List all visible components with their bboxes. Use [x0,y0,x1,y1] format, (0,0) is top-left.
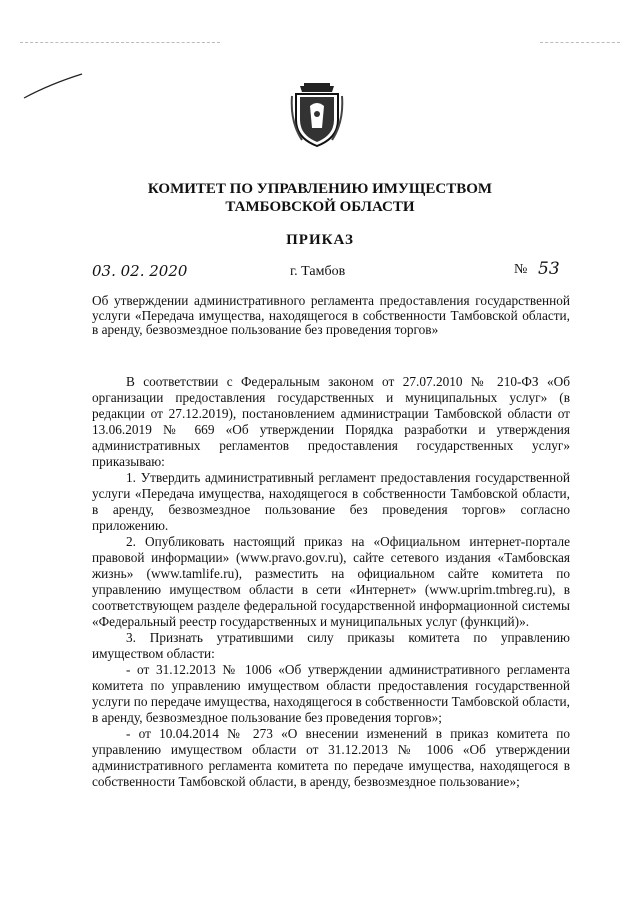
document-body [92,374,570,790]
scan-artifact-line [20,42,220,43]
pen-stroke-mark [22,72,84,100]
organization-title [60,180,580,216]
document-city: г. Тамбов [290,264,346,279]
document-date: 03. 02. 2020 [92,262,188,280]
item-1: 1. Утвердить административный регламент предоставления государственной услуги «Передача имущества, находящегося в собственности Тамбовской области, в аренду, безвозмездное пользование без проведения торгов» согласно приложению. [92,470,570,533]
org-line-2: ТАМБОВСКОЙ ОБЛАСТИ [225,199,415,215]
scan-artifact-line [540,42,620,43]
document-type: ПРИКАЗ [286,232,354,248]
org-line-1: КОМИТЕТ ПО УПРАВЛЕНИЮ ИМУЩЕСТВОМ [147,181,493,197]
bullet-1: - от 31.12.2013 № 1006 «Об утверждении административного регламента комитета по управлению имуществом области предоставления государственной услуги по передаче имущества, находящегося в собственности Тамбовской области, в аренду, безвозмездное пользование без проведения торгов»; [92,662,570,725]
number-label: № [514,262,528,277]
intro-paragraph: В соответствии с Федеральным законом от 27.07.2010 № 210-ФЗ «Об организации предоставления государственных и муниципальных услуг» (в редакции от 27.12.2019), постановлением администрации Тамбовской области от 13.06.2019 № 669 «Об утверждении Порядка разработки и утверждения административных регламентов предоставления государственных услуг» приказываю: [92,374,570,469]
item-2: 2. Опубликовать настоящий приказ на «Официальном интернет-портале правовой информации» (www.pravo.gov.ru), сайте сетевого издания «Тамбовская жизнь» (www.tamlife.ru), разместить на официальном сайте комитета по управлению имуществом области в сети «Интернет» (www.uprim.tmbreg.ru), в соответствующем разделе федеральной государственной информационной системы «Федеральный реестр государственных и муниципальных услуг (функций)». [92,534,570,629]
document-number: 53 [538,259,560,279]
bullet-2: - от 10.04.2014 № 273 «О внесении изменений в приказ комитета по управлению имуществом области от 31.12.2013 № 1006 «Об утверждении административного регламента комитета по передаче имущества, находящегося в собственности Тамбовской области, в аренду, безвозмездное пользование»; [92,726,570,789]
coat-of-arms-icon [288,82,346,148]
item-3: 3. Признать утратившими силу приказы комитета по управлению имуществом области: [92,630,570,661]
document-subject: Об утверждении административного регламента предоставления государственной услуги «Передача имущества, находящегося в собственности Тамбовской области, в аренду, безвозмездное пользование без проведения торгов» [92,293,570,337]
